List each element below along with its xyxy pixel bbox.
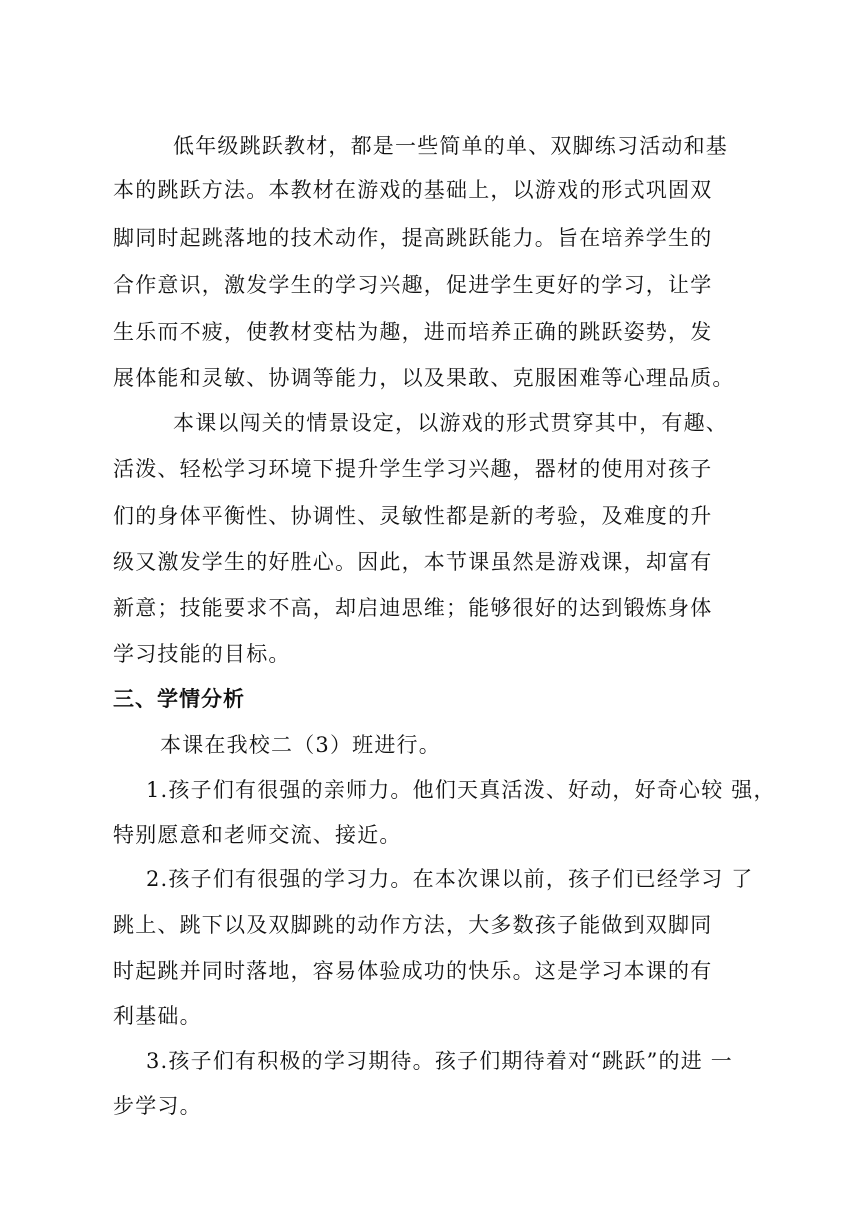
section-intro: 本课在我校二（3）班进行。 — [160, 733, 441, 757]
list-item-line: 时起跳并同时落地，容易体验成功的快乐。这是学习本课的有 — [113, 959, 713, 983]
paragraph-line: 们的身体平衡性、协调性、灵敏性都是新的考验，及难度的升 — [113, 504, 713, 528]
paragraph-line: 生乐而不疲，使教材变枯为趣，进而培养正确的跳跃姿势，发 — [113, 320, 713, 344]
list-item-line: 跳上、跳下以及双脚跳的动作方法，大多数孩子能做到双脚同 — [113, 913, 713, 937]
paragraph-line: 合作意识，激发学生的学习兴趣，促进学生更好的学习，让学 — [113, 273, 713, 297]
list-item-line: 特别愿意和老师交流、接近。 — [113, 823, 402, 847]
list-item-line: 步学习。 — [113, 1094, 202, 1118]
paragraph-line: 新意；技能要求不高，却启迪思维；能够很好的达到锻炼身体 — [113, 596, 713, 620]
paragraph-line: 本课以闯关的情景设定，以游戏的形式贯穿其中，有趣、 — [173, 411, 728, 435]
section-heading: 三、学情分析 — [113, 687, 245, 711]
list-item-line: 3.孩子们有积极的学习期待。孩子们期待着对“跳跃”的进 一 — [146, 1049, 733, 1073]
paragraph-line: 级又激发学生的好胜心。因此，本节课虽然是游戏课，却富有 — [113, 550, 713, 574]
list-item-line: 1.孩子们有很强的亲师力。他们天真活泼、好动，好奇心较 强， — [146, 778, 776, 802]
paragraph-line: 活泼、轻松学习环境下提升学生学习兴趣，器材的使用对孩子 — [113, 457, 713, 481]
paragraph-line: 低年级跳跃教材，都是一些简单的单、双脚练习活动和基 — [173, 134, 728, 158]
paragraph-line: 学习技能的目标。 — [113, 642, 291, 666]
paragraph-line: 本的跳跃方法。本教材在游戏的基础上，以游戏的形式巩固双 — [113, 178, 713, 202]
paragraph-line: 展体能和灵敏、协调等能力，以及果敢、克服困难等心理品质。 — [113, 366, 735, 390]
list-item-line: 2.孩子们有很强的学习力。在本次课以前，孩子们已经学习 了 — [146, 867, 754, 891]
list-item-line: 利基础。 — [113, 1004, 202, 1028]
paragraph-line: 脚同时起跳落地的技术动作，提高跳跃能力。旨在培养学生的 — [113, 226, 713, 250]
